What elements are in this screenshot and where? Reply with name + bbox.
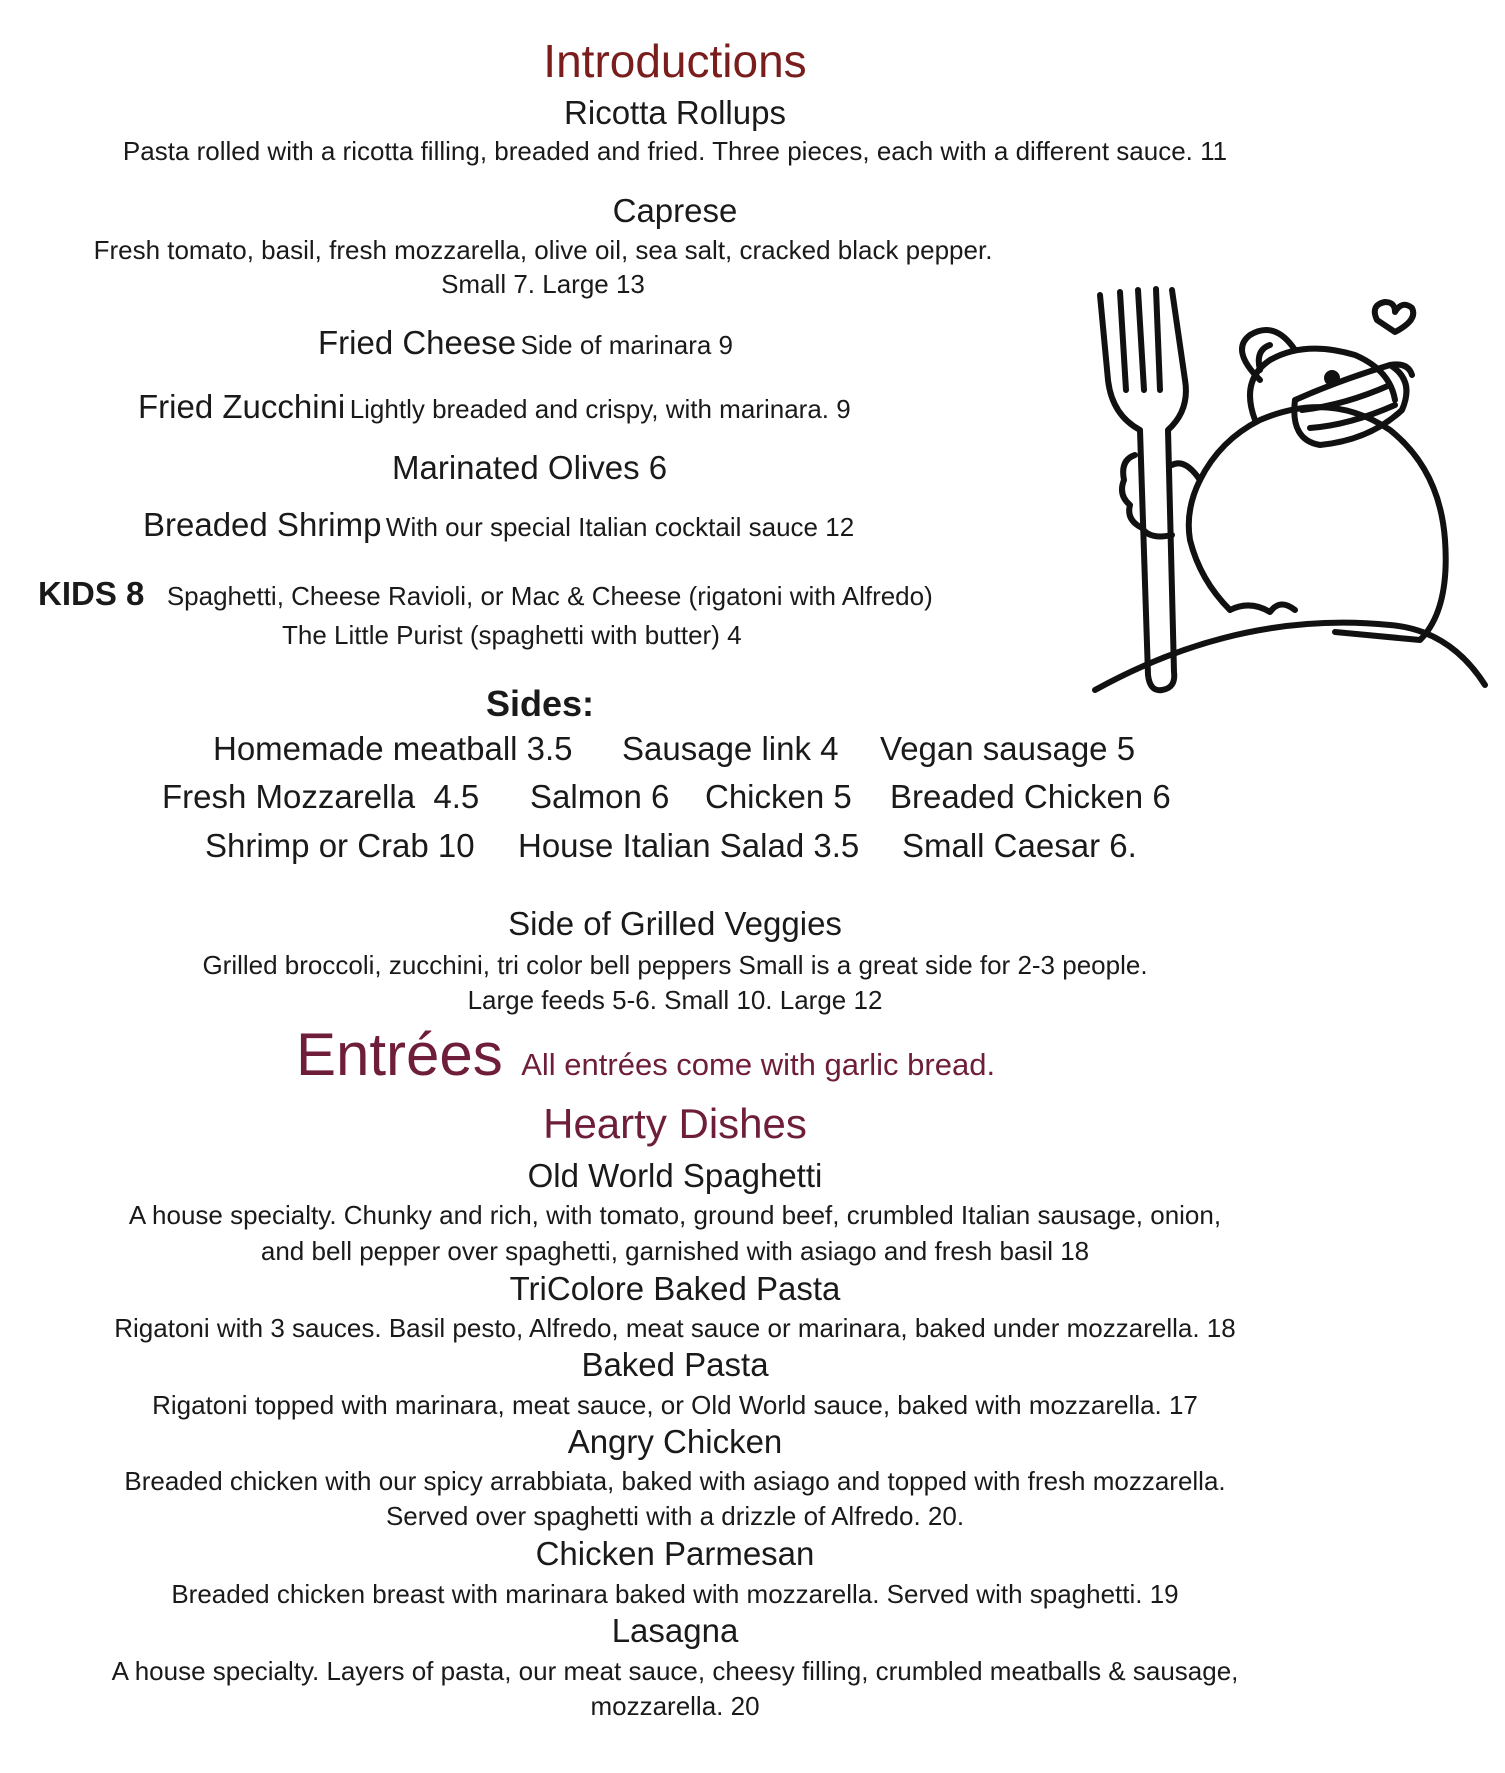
olives-name: Marinated Olives 6 [392, 449, 668, 486]
dish-desc: Breaded chicken with our spicy arrabbiata, baked with asiago and topped with fresh mozzarella. [124, 1466, 1226, 1496]
ricotta-name: Ricotta Rollups [564, 94, 786, 131]
dish-desc: Rigatoni topped with marinara, meat sauce, or Old World sauce, baked with mozzarella. 17 [152, 1390, 1198, 1420]
dish-desc: A house specialty. Chunky and rich, with tomato, ground beef, crumbled Italian sausage, onion, [128, 1200, 1222, 1230]
sides-title: Sides: [486, 683, 595, 724]
dish-desc: A house specialty. Layers of pasta, our meat sauce, cheesy filling, crumbled meatballs & sausage, [111, 1656, 1239, 1686]
breaded-shrimp-desc: With our special Italian cocktail sauce 12 [385, 512, 855, 542]
entrees-subtitle: All entrées come with garlic bread. [521, 1047, 996, 1082]
fried-cheese-desc: Side of marinara 9 [520, 330, 734, 360]
side-meatball: Homemade meatball 3.5 [213, 730, 573, 767]
entrees-heading [296, 1020, 995, 1089]
caprese-desc: Fresh tomato, basil, fresh mozzarella, olive oil, sea salt, cracked black pepper. [93, 235, 993, 265]
fried-zucchini-desc: Lightly breaded and crispy, with marinara. 9 [349, 394, 851, 424]
dish-desc: Rigatoni with 3 sauces. Basil pesto, Alfredo, meat sauce or marinara, baked under mozzarella. 18 [114, 1313, 1236, 1343]
dish-desc: Breaded chicken breast with marinara baked with mozzarella. Served with spaghetti. 19 [171, 1579, 1179, 1609]
dish-name: Chicken Parmesan [535, 1535, 815, 1572]
dish-name: Old World Spaghetti [527, 1157, 823, 1194]
dish-name: TriColore Baked Pasta [509, 1270, 841, 1307]
mouse-with-fork-icon [1090, 280, 1490, 700]
fried-cheese-item [318, 324, 733, 362]
kids-label: KIDS 8 [38, 575, 145, 612]
veggies-desc2: Large feeds 5-6. Small 10. Large 12 [467, 985, 883, 1015]
side-chicken: Chicken 5 [705, 778, 852, 815]
kids-item [38, 575, 933, 613]
side-breaded-chicken: Breaded Chicken 6 [890, 778, 1171, 815]
fried-zucchini-name: Fried Zucchini [138, 388, 346, 425]
side-italian-salad: House Italian Salad 3.5 [518, 827, 860, 864]
side-caesar: Small Caesar 6. [902, 827, 1137, 864]
hearty-dishes-title: Hearty Dishes [543, 1100, 807, 1147]
kids-line2: The Little Purist (spaghetti with butter) 4 [282, 620, 742, 650]
side-shrimp-crab: Shrimp or Crab 10 [205, 827, 475, 864]
introductions-title: Introductions [543, 35, 807, 87]
side-salmon: Salmon 6 [530, 778, 670, 815]
side-vegan-sausage: Vegan sausage 5 [880, 730, 1136, 767]
dish-name: Lasagna [611, 1612, 739, 1649]
side-sausage: Sausage link 4 [622, 730, 839, 767]
caprese-name: Caprese [612, 192, 738, 229]
dish-desc: and bell pepper over spaghetti, garnished with asiago and fresh basil 18 [260, 1236, 1090, 1266]
entrees-title: Entrées [296, 1021, 503, 1088]
fried-zucchini-item [138, 388, 851, 426]
dish-desc: Served over spaghetti with a drizzle of Alfredo. 20. [385, 1501, 965, 1531]
breaded-shrimp-name: Breaded Shrimp [143, 506, 382, 543]
side-mozzarella: Fresh Mozzarella 4.5 [162, 778, 480, 815]
dish-name: Angry Chicken [567, 1423, 783, 1460]
breaded-shrimp-item [143, 506, 854, 544]
caprese-price: Small 7. Large 13 [441, 269, 645, 299]
dish-desc: mozzarella. 20 [590, 1691, 760, 1721]
kids-line1: Spaghetti, Cheese Ravioli, or Mac & Cheese (rigatoni with Alfredo) [166, 581, 933, 611]
veggies-desc1: Grilled broccoli, zucchini, tri color bell peppers Small is a great side for 2-3 people. [202, 950, 1148, 980]
veggies-name: Side of Grilled Veggies [508, 905, 842, 942]
fried-cheese-name: Fried Cheese [318, 324, 517, 361]
dish-name: Baked Pasta [581, 1346, 769, 1383]
ricotta-desc: Pasta rolled with a ricotta filling, breaded and fried. Three pieces, each with a different sauce. 11 [122, 136, 1228, 166]
